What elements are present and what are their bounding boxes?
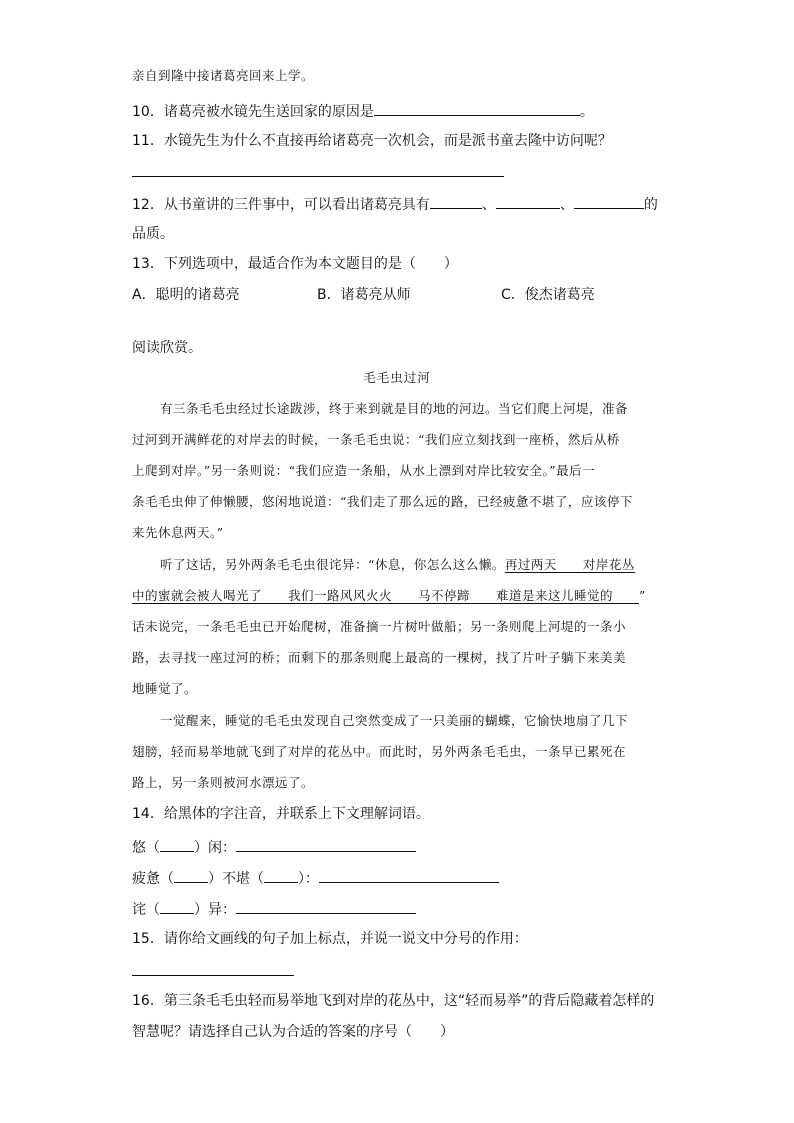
- story-p1-line: 上爬到对岸。”另一条则说：“我们应造一条船，从水上漂到对岸比较安全。”最后一: [132, 463, 596, 478]
- question-14: 14．给黑体的字注音，并联系上下文理解词语。: [132, 806, 430, 822]
- story-p2-line: 话未说完，一条毛毛虫已开始爬树，准备摘一片树叶做船；另一条则爬上河堤的一条小: [132, 619, 627, 634]
- answer-line-15[interactable]: [132, 975, 294, 976]
- story-p2-line: 地睡觉了。: [132, 681, 198, 696]
- question-12-text: 12．从书童讲的三件事中，可以看出诸葛亮具有: [132, 197, 430, 213]
- question-16-line1: 16．第三条毛毛虫轻而易举地飞到对岸的花丛中，这“轻而易举”的背后隐藏着怎样的: [132, 993, 655, 1009]
- story-p2-line2: [132, 586, 646, 606]
- item-text: ）不堪（: [208, 871, 264, 887]
- story-text: 听了这话，另外两条毛毛虫很诧异：“休息，你怎么这么懒。: [160, 557, 505, 572]
- meaning-blank[interactable]: [236, 898, 416, 914]
- answer-blank-10[interactable]: [374, 100, 580, 116]
- item-text: ）：: [298, 871, 319, 887]
- story-p2-line: 路，去寻找一座过河的桥；而剩下的那条则爬上最高的一棵树，找了片叶子躺下来美美: [132, 650, 627, 665]
- story-p1-line: 有三条毛毛虫经过长途跋涉，终于来到就是目的地的河边。当它们爬上河堤，准备: [160, 401, 629, 416]
- item-text: ）闲：: [194, 840, 236, 856]
- underlined-sentence: 中的蜜就会被人喝光了 我们一路风风火火 马不停蹄 难道是来这儿睡觉的: [132, 588, 640, 603]
- underlined-sentence: 再过两天 对岸花丛: [504, 557, 635, 572]
- question-14-item-2: [132, 867, 499, 889]
- section-label: 阅读欣赏。: [132, 340, 202, 356]
- question-16-line2: 智慧呢？请选择自己认为合适的答案的序号（ ）: [132, 1024, 454, 1040]
- question-10: [132, 100, 594, 122]
- option-a[interactable]: A．聪明的诸葛亮: [132, 287, 240, 303]
- separator: 、: [481, 197, 496, 213]
- prev-question-continuation: 亲自到隆中接诸葛亮回来上学。: [132, 68, 315, 83]
- story-p3-line: 路上，另一条则被河水漂远了。: [132, 775, 315, 790]
- question-14-item-3: [132, 898, 416, 920]
- story-p3-line: 一觉醒来，睡觉的毛毛虫发现自己突然变成了一只美丽的蝴蝶，它愉快地扇了几下: [160, 713, 629, 728]
- option-b[interactable]: B．诸葛亮从师: [317, 287, 411, 303]
- question-12: [132, 193, 658, 215]
- story-p2-line1: [160, 555, 635, 575]
- answer-line-11[interactable]: [132, 176, 504, 177]
- option-c[interactable]: C．俊杰诸葛亮: [501, 287, 595, 303]
- meaning-blank[interactable]: [319, 867, 499, 883]
- pinyin-blank[interactable]: [174, 867, 208, 883]
- question-10-end: 。: [579, 104, 594, 120]
- story-title: 毛毛虫过河: [363, 370, 431, 385]
- story-p1-line: 来先休息两天。”: [132, 525, 224, 540]
- story-p1-line: 过河到开满鲜花的对岸去的时候，一条毛毛虫说：“我们应立刻找到一座桥，然后从桥: [132, 432, 620, 447]
- question-15: 15．请你给文画线的句子加上标点，并说一说文中分号的作用：: [132, 931, 528, 947]
- answer-blank-12b[interactable]: [496, 193, 560, 209]
- question-10-text: 10．诸葛亮被水镜先生送回家的原因是: [132, 104, 374, 120]
- question-11: 11．水镜先生为什么不直接再给诸葛亮一次机会，而是派书童去隆中访问呢？: [132, 133, 612, 149]
- story-text: ”: [639, 588, 646, 603]
- item-text: ）异：: [194, 902, 236, 918]
- item-text: 诧（: [132, 902, 160, 918]
- pinyin-blank[interactable]: [160, 898, 194, 914]
- answer-blank-12c[interactable]: [574, 193, 644, 209]
- item-text: 悠（: [132, 840, 160, 856]
- question-14-item-1: [132, 836, 416, 858]
- answer-blank-12a[interactable]: [430, 193, 482, 209]
- question-13: 13．下列选项中，最适合作为本文题目的是（ ）: [132, 256, 458, 272]
- meaning-blank[interactable]: [236, 836, 416, 852]
- pinyin-blank[interactable]: [264, 867, 298, 883]
- question-12-end: 的: [643, 197, 658, 213]
- question-12-line2: 品质。: [132, 226, 174, 242]
- item-text: 疲惫（: [132, 871, 174, 887]
- story-p1-line: 条毛毛虫伸了伸懒腰，悠闲地说道：“我们走了那么远的路，已经疲惫不堪了，应该停下: [132, 494, 633, 509]
- story-p3-line: 翅膀，轻而易举地就飞到了对岸的花丛中。而此时，另外两条毛毛虫，一条早已累死在: [132, 744, 627, 759]
- separator: 、: [559, 197, 574, 213]
- pinyin-blank[interactable]: [160, 836, 194, 852]
